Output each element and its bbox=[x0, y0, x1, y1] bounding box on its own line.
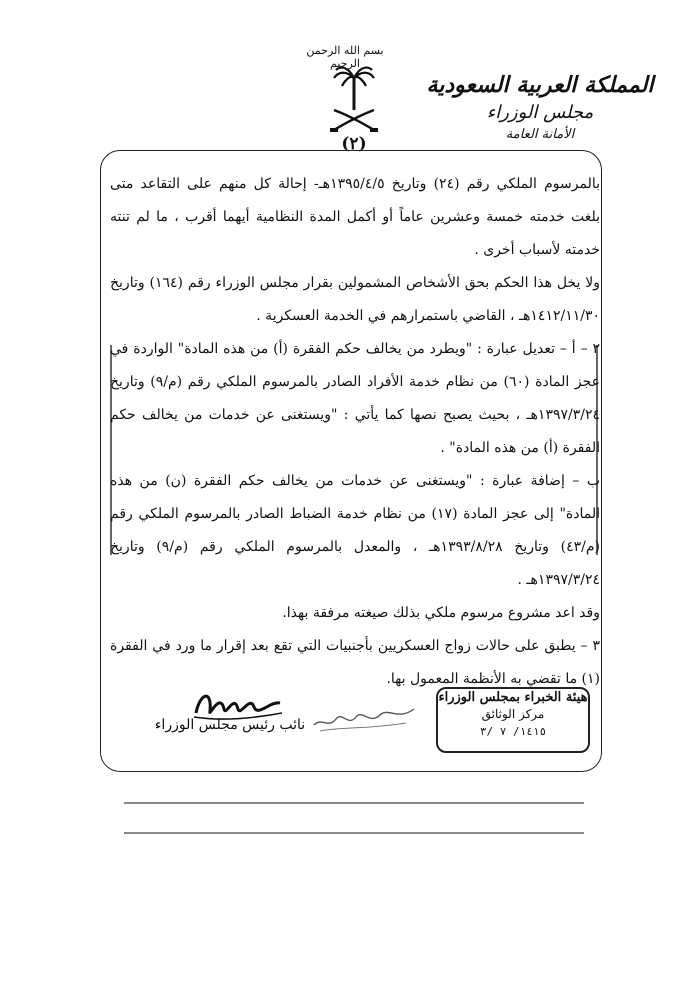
signatory-title: نائب رئيس مجلس الوزراء bbox=[154, 717, 306, 733]
paragraph-1: بالمرسوم الملكي رقم (٢٤) وتاريخ ١٣٩٥/٤/٥هـ- إحالة كل منهم على التقاعد متى بلغت خدمته خمسة وعشرين عاماً أو أكمل المدة النظامية أيهما أقرب ، ما لم تنته خدمته لأسباب أخرى . bbox=[110, 176, 600, 258]
secretariat-name: الأمانة العامة bbox=[505, 127, 575, 142]
page-number: (٢) bbox=[341, 134, 367, 154]
archive-stamp bbox=[436, 687, 590, 753]
paragraph-draft-decree: وقد اعد مشروع مرسوم ملكي بذلك صيغته مرفقة بهذا. bbox=[282, 605, 600, 621]
council-name: مجلس الوزراء bbox=[486, 102, 594, 123]
stamp-title: هيئة الخبراء بمجلس الوزراء bbox=[438, 690, 588, 705]
item-3: ٣ – يطبق على حالات زواج العسكريين بأجنبيات التي تقع بعد إقرار ما ورد في الفقرة (١) ما تقضي به الأنظمة المعمول بها. bbox=[110, 638, 600, 687]
item-2b: ب – إضافة عبارة : "ويستغنى عن خدمات من يخالف حكم الفقرة (ن) من هذه المادة" إلى عجز المادة (١٧) من نظام خدمة الضباط الصادر بالمرسوم الملكي رقم (م/٤٣) وتاريخ ١٣٩٣/٨/٢٨هـ ، والمعدل بالمرسوم الملكي رقم (م/٩) وتاريخ ١٣٩٧/٣/٢٤هـ . bbox=[110, 473, 600, 588]
bottom-rule-2 bbox=[124, 832, 584, 834]
bottom-rule-1 bbox=[124, 802, 584, 804]
saudi-emblem-icon bbox=[328, 64, 380, 136]
stamp-subtitle: مركز الوثائق bbox=[481, 707, 545, 721]
handwritten-initials-icon bbox=[310, 695, 420, 735]
signature-area bbox=[110, 665, 600, 755]
letterhead bbox=[410, 70, 670, 144]
document-body bbox=[110, 168, 600, 696]
paragraph-2: ولا يخل هذا الحكم بحق الأشخاص المشمولين بقرار مجلس الوزراء رقم (١٦٤) وتاريخ ١٤١٢/١١/٣٠هـ ، القاضي باستمرارهم في الخدمة العسكرية . bbox=[110, 275, 600, 324]
bismillah-text: بسم الله الرحمن الرحيم bbox=[306, 44, 384, 70]
item-2a: ٢ – أ – تعديل عبارة : "ويطرد من يخالف حكم الفقرة (أ) من هذه المادة" الواردة في عجز المادة (٦٠) من نظام خدمة الأفراد الصادر بالمرسوم الملكي رقم (م/٩) وتاريخ ١٣٩٧/٣/٢٤هـ ، بحيث يصبح نصها كما يأتي : "ويستغنى عن خدمات من يخالف حكم الفقرة (أ) من هذه المادة" . bbox=[110, 341, 601, 456]
kingdom-name: المملكة العربية السعودية bbox=[426, 72, 654, 98]
stamp-date: ١٤١٥/ ٧ /٣ bbox=[479, 725, 547, 738]
